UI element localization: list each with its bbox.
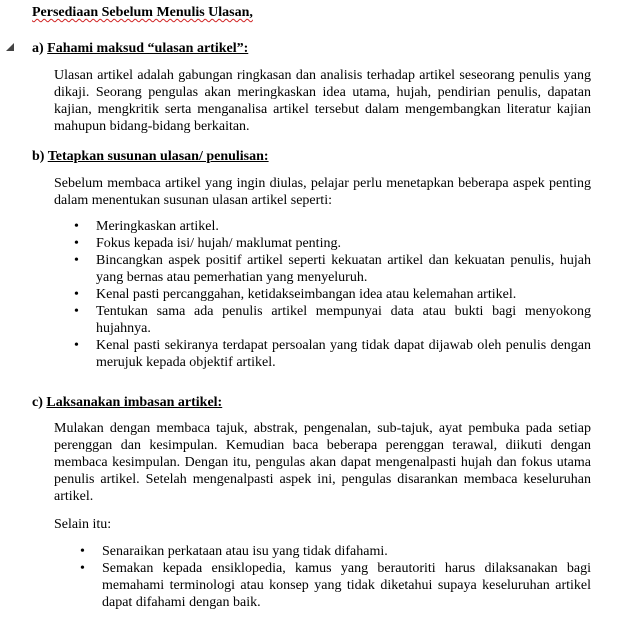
section-c-heading bbox=[32, 394, 222, 411]
section-b-bullet-list bbox=[74, 218, 591, 371]
collapse-triangle-icon[interactable] bbox=[6, 43, 14, 51]
section-c-selain: Selain itu: bbox=[54, 517, 112, 532]
section-b-label: b) bbox=[32, 149, 45, 164]
list-item: • Kenal pasti percanggahan, ketidakseimbangan idea atau kelemahan artikel. bbox=[74, 286, 591, 303]
list-item: • Tentukan sama ada penulis artikel mempunyai data atau bukti bagi menyokong hujahnya. bbox=[74, 303, 591, 337]
list-item: • Fokus kepada isi/ hujah/ maklumat penting. bbox=[74, 235, 591, 252]
document-title: Persediaan Sebelum Menulis Ulasan, bbox=[32, 5, 253, 20]
list-item: • Bincangkan aspek positif artikel seperti kekuatan artikel dan kekuatan penulis, hujah yang bernas atau pemerhatian yang menyeluruh. bbox=[74, 252, 591, 286]
list-item: • Semakan kepada ensiklopedia, kamus yang berautoriti harus dilaksanakan bagi memahami terminologi atau konsep yang tidak diketahui supaya keseluruhan artikel dapat difahami dengan baik. bbox=[80, 560, 591, 611]
list-item: • Meringkaskan artikel. bbox=[74, 218, 591, 235]
section-a-title: Fahami maksud “ulasan artikel”: bbox=[47, 41, 249, 56]
section-b-paragraph: Sebelum membaca artikel yang ingin diulas, pelajar perlu menetapkan beberapa aspek penting dalam menentukan susunan ulasan artikel seperti: bbox=[54, 176, 591, 208]
list-item: • Kenal pasti sekiranya terdapat persoalan yang tidak dapat dijawab oleh penulis dengan merujuk kepada objektif artikel. bbox=[74, 337, 591, 371]
section-c-paragraph: Mulakan dengan membaca tajuk, abstrak, pengenalan, sub-tajuk, ayat pembuka pada setiap perenggan dan kesimpulan. Kemudian baca beberapa perenggan terawal, diikuti dengan membaca kesimpulan. Dengan itu, pengulas akan dapat mengenalpasti hujah dan fokus utama penulis artikel. Setelah mengenalpasti aspek ini, pengulas disarankan membaca keseluruhan artikel. bbox=[54, 421, 591, 504]
section-a-heading bbox=[32, 40, 248, 57]
section-c-bullet-list bbox=[80, 543, 591, 611]
list-item: • Senaraikan perkataan atau isu yang tidak difahami. bbox=[80, 543, 591, 560]
section-b-heading bbox=[32, 148, 269, 165]
section-a-label: a) bbox=[32, 41, 44, 56]
section-c-title: Laksanakan imbasan artikel: bbox=[46, 395, 223, 410]
section-c-label: c) bbox=[32, 395, 43, 410]
section-b-title: Tetapkan susunan ulasan/ penulisan: bbox=[47, 149, 269, 164]
section-a-paragraph: Ulasan artikel adalah gabungan ringkasan dan analisis terhadap artikel seseorang penulis yang dikaji. Seorang pengulas akan meringkaskan idea utama, hujah, pendirian penulis, dapatan kajian, mengkritik serta menganalisa artikel tersebut dalam mengembangkan literatur kajian mahupun bidang-bidang berkaitan. bbox=[54, 68, 591, 134]
